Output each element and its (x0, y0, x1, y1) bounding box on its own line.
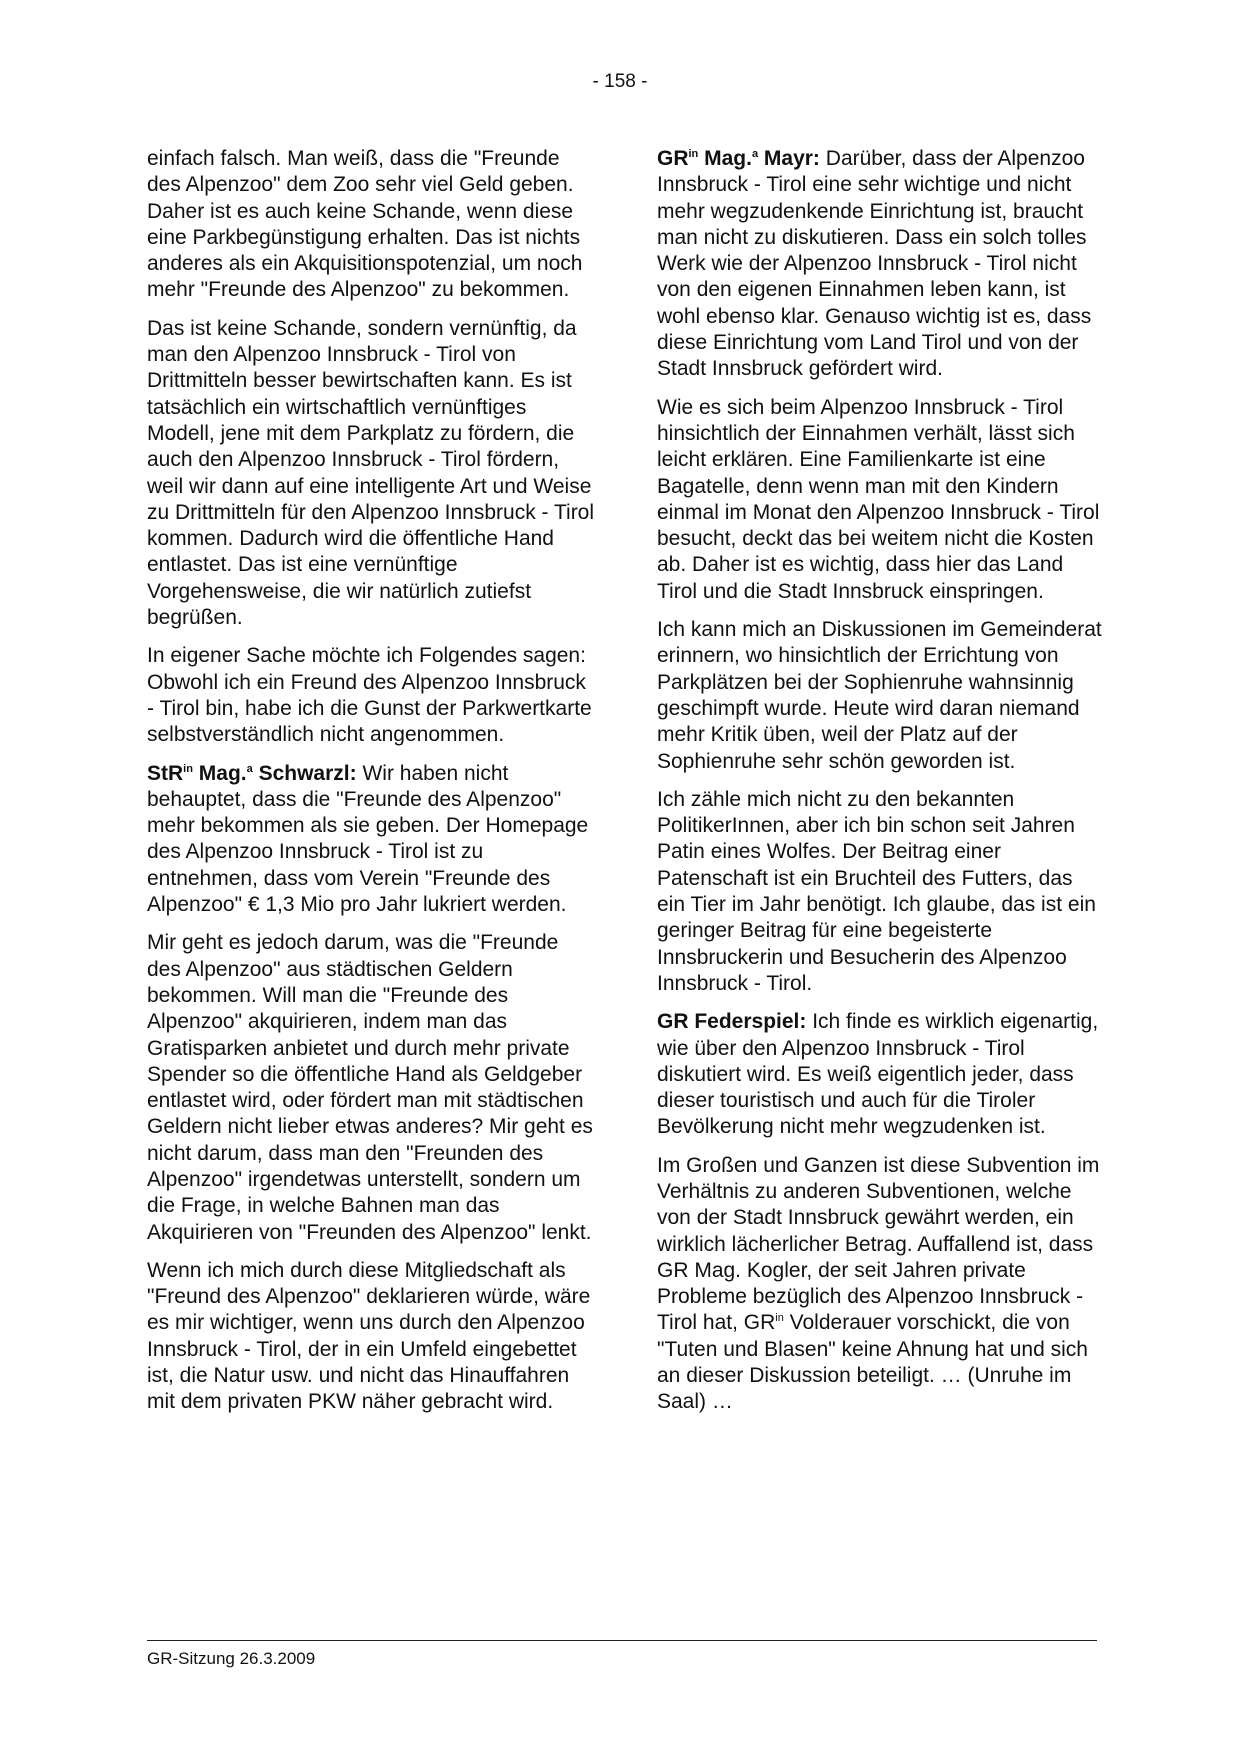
paragraph: Wenn ich mich durch diese Mitgliedschaft als "Freund des Alpenzoo" deklarieren würde, wäre es mir wichtiger, wenn uns durch den Alpenzoo Innsbruck - Tirol, der in ein Umfeld eingebettet ist, die Natur usw. und nicht das Hinauffahren mit dem privaten PKW näher gebracht wird. (147, 1258, 591, 1414)
right-column (657, 146, 1105, 1428)
speaker-name: GR Federspiel: (657, 1010, 807, 1034)
footer-session-date: GR-Sitzung 26.3.2009 (147, 1649, 316, 1668)
page-number: - 158 - (592, 71, 648, 92)
speaker-surname: Mayr: (758, 147, 820, 170)
speech-paragraph (657, 146, 1105, 383)
paragraph: Ich zähle mich nicht zu den bekannten PolitikerInnen, aber ich bin schon seit Jahren Patin eines Wolfes. Der Beitrag einer Patenschaft ist ein Bruchteil des Futters, das ein Tier im Jahr benötigt. Ich glaube, das ist ein geringer Beitrag für eine begeisterte Innsbruckerin und Besucherin des Alpenzoo Innsbruck - Tirol. (657, 787, 1096, 995)
paragraph: In eigener Sache möchte ich Folgendes sagen: Obwohl ich ein Freund des Alpenzoo Innsbruck - Tirol bin, habe ich die Gunst der Parkwertkarte selbstverständlich nicht angenommen. (147, 644, 592, 747)
speech-paragraph (147, 761, 597, 919)
speaker-degree: Mag. (698, 147, 752, 170)
speech-text: Ich finde es wirklich eigenartig, wie über den Alpenzoo Innsbruck - Tirol diskutiert wird. Es weiß eigentlich jeder, dass dieser touristisch und auch für die Tiroler Bevölkerung nicht mehr wegzudenken ist. (657, 1010, 1099, 1139)
speaker-degree-suffix: a (751, 147, 759, 160)
speaker-degree: Mag. (192, 761, 247, 785)
speaker-title: StR (147, 761, 184, 785)
speaker-title: GR (657, 147, 689, 170)
paragraph: Ich kann mich an Diskussionen im Gemeinderat erinnern, wo hinsichtlich der Errichtung von Parkplätzen bei der Sophienruhe wahnsinnig geschimpft wurde. Heute wird daran niemand mehr Kritik üben, weil der Platz auf der Sophienruhe sehr schön geworden ist. (657, 618, 1102, 773)
paragraph-text: Im Großen und Ganzen ist diese Subvention im Verhältnis zu anderen Subventionen, welche von der Stadt Innsbruck gewährt werden, ein wirklich lächerlicher Betrag. Auffallend ist, dass GR Mag. Kogler, der seit Jahren private Probleme bezüglich des Alpenzoo Innsbruck - Tirol hat, GR (657, 1153, 1100, 1335)
footer-divider (147, 1640, 1097, 1641)
speech-text: Wir haben nicht behauptet, dass die "Freunde des Alpenzoo" mehr bekommen als sie geben. Der Homepage des Alpenzoo Innsbruck - Tirol ist zu entnehmen, dass vom Verein "Freunde des Alpenzoo" € 1,3 Mio pro Jahr lukriert werden. (147, 761, 589, 917)
speech-paragraph (657, 1009, 1105, 1140)
speaker-name (657, 147, 820, 170)
speaker-degree-suffix: a (246, 762, 253, 775)
paragraph: Mir geht es jedoch darum, was die "Freunde des Alpenzoo" aus städtischen Geldern bekommen. Will man die "Freunde des Alpenzoo" akquirieren, indem man das Gratisparken anbietet und durch mehr private Spender so die öffentliche Hand als Geldgeber entlastet wird, oder fördert man mit städtischen Geldern nicht lieber etwas anderes? Mir geht es nicht darum, dass man den "Freunden des Alpenzoo" irgendetwas unterstellt, sondern um die Frage, in welche Bahnen man das Akquirieren von "Freunden des Alpenzoo" lenkt. (147, 931, 593, 1244)
paragraph (657, 1153, 1105, 1416)
speech-text: Darüber, dass der Alpenzoo Innsbruck - Tirol eine sehr wichtige und nicht mehr wegzudenkende Einrichtung ist, braucht man nicht zu diskutieren. Dass ein solch tolles Werk wie der Alpenzoo Innsbruck - Tirol nicht von den eigenen Einnahmen leben kann, ist wohl ebenso klar. Genauso wichtig ist es, dass diese Einrichtung vom Land Tirol und von der Stadt Innsbruck gefördert wird. (657, 147, 1092, 381)
paragraph: Das ist keine Schande, sondern vernünftig, da man den Alpenzoo Innsbruck - Tirol von Drittmitteln besser bewirtschaften kann. Es ist tatsächlich ein wirtschaftlich vernünftiges Modell, jene mit dem Parkplatz zu fördern, die auch den Alpenzoo Innsbruck - Tirol fördern, weil wir dann auf eine intelligente Art und Weise zu Drittmitteln für den Alpenzoo Innsbruck - Tirol kommen. Dadurch wird die öffentliche Hand entlastet. Das ist eine vernünftige Vorgehensweise, die wir natürlich zutiefst begrüßen. (147, 316, 595, 630)
left-column (147, 146, 597, 1428)
paragraph: Wie es sich beim Alpenzoo Innsbruck - Tirol hinsichtlich der Einnahmen verhält, lässt sich leicht erklären. Eine Familienkarte ist eine Bagatelle, denn wenn man mit den Kindern einmal im Monat den Alpenzoo Innsbruck - Tirol besucht, deckt das bei weitem nicht die Kosten ab. Daher ist es wichtig, dass hier das Land Tirol und die Stadt Innsbruck einspringen. (657, 395, 1100, 603)
speaker-surname: Schwarzl: (252, 761, 357, 785)
speaker-title-suffix: in (183, 762, 193, 775)
title-suffix: in (775, 1312, 784, 1325)
paragraph: einfach falsch. Man weiß, dass die "Freunde des Alpenzoo" dem Zoo sehr viel Geld geben. Daher ist es auch keine Schande, wenn diese eine Parkbegünstigung erhalten. Das ist nichts anderes als ein Akquisitionspotenzial, um noch mehr "Freunde des Alpenzoo" zu bekommen. (147, 147, 583, 302)
speaker-title-suffix: in (688, 147, 699, 160)
paragraph-text: Volderauer vorschickt, die von "Tuten und Blasen" keine Ahnung hat und sich an dieser Diskussion beteiligt. … (Unruhe im Saal) … (657, 1311, 1088, 1414)
speaker-name (147, 762, 357, 785)
